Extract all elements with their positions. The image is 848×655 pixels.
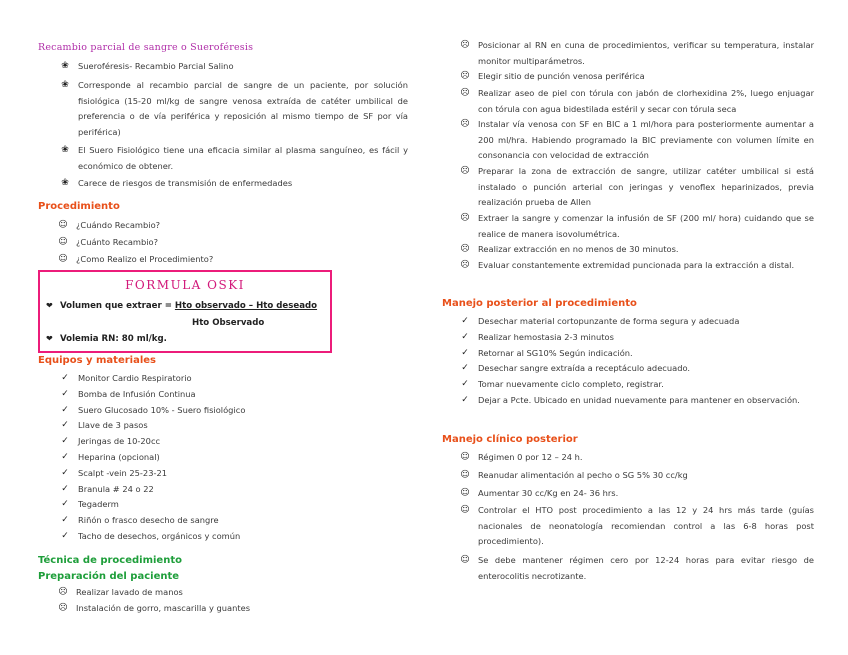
check-icon: ✓ [461, 316, 469, 326]
sad-face-icon: ☹ [460, 119, 470, 129]
list-item: ☹ Realizar lavado de manos [56, 585, 356, 601]
list-item: ❀ Corresponde al recambio parcial de sangre de un paciente, por solución fisiológica (15-20 ml/kg de sangre venosa extraída de catéter umbilical de preferencia o de vía periférica y reposición al mismo tiempo de SF por vía periférica) [58, 78, 408, 140]
list-item: ☺ ¿Como Realizo el Procedimiento? [56, 252, 356, 268]
list-item: ✓ Tacho de desechos, orgánicos y común [58, 529, 388, 545]
list-item: ✓ Realizar hemostasia 2-3 minutos [458, 330, 814, 346]
smiley-icon: ☺ [460, 452, 470, 462]
flower-icon: ❀ [61, 80, 69, 90]
list-item: ☹ Realizar aseo de piel con tórula con jabón de clorhexidina 2%, luego enjuagar con tórula con agua bidestilada estéril y secar con tórula seca [458, 86, 814, 117]
flower-icon: ❀ [61, 145, 69, 155]
check-icon: ✓ [61, 388, 69, 399]
check-icon: ✓ [461, 363, 469, 374]
list-item: ✓ Dejar a Pcte. Ubicado en unidad nuevamente para mantener en observación. [458, 393, 814, 409]
formula-box [38, 270, 332, 353]
sad-face-icon: ☹ [58, 587, 68, 597]
list-item: ✓ Jeringas de 10-20cc [58, 434, 388, 450]
list-item: ☹ Instalar vía venosa con SF en BIC a 1 ml/hora para posteriormente aumentar a 200 ml/hra. Habiendo programado la BIC previamente con volumen límite en consonancia con velocidad de extracción [458, 117, 814, 164]
list-item: ☹ Extraer la sangre y comenzar la infusión de SF (200 ml/ hora) cuidando que se realice de manera isovolumétrica. [458, 211, 814, 242]
flower-icon: ❀ [61, 178, 69, 188]
check-icon: ✓ [61, 420, 69, 431]
list-item: ✓ Desechar sangre extraída a receptáculo adecuado. [458, 361, 814, 377]
smiley-icon: ☺ [460, 505, 470, 515]
section-heading-manejo-clinico: Manejo clínico posterior [442, 434, 578, 445]
list-item: ✓ Tomar nuevamente ciclo completo, registrar. [458, 377, 814, 393]
sad-face-icon: ☹ [460, 71, 470, 81]
list-item: ☺ Aumentar 30 cc/Kg en 24- 36 hrs. [458, 486, 814, 502]
list-item: ✓ Branula # 24 o 22 [58, 482, 388, 498]
sad-face-icon: ☹ [460, 40, 470, 50]
check-icon: ✓ [61, 404, 69, 415]
list-item: ☺ Controlar el HTO post procedimiento a las 12 y 24 hrs más tarde (guías nacionales de neonatología recomiendan control a las 6-8 horas post procedimiento). [458, 503, 814, 550]
flower-icon: ❀ [61, 61, 69, 71]
list-item: ☺ ¿Cuánto Recambio? [56, 235, 356, 251]
sad-face-icon: ☹ [58, 603, 68, 613]
list-item: ✓ Bomba de Infusión Continua [58, 387, 388, 403]
sad-face-icon: ☹ [460, 244, 470, 254]
check-icon: ✓ [61, 436, 69, 447]
heart-icon: ❤ [46, 301, 53, 310]
list-item: ☺ Reanudar alimentación al pecho o SG 5% 30 cc/kg [458, 468, 814, 484]
section-heading-tecnica: Técnica de procedimiento [38, 555, 182, 566]
formula-denominator: Hto Observado [192, 318, 265, 328]
check-icon: ✓ [461, 331, 469, 342]
sad-face-icon: ☹ [460, 260, 470, 270]
smiley-icon: ☺ [460, 555, 470, 565]
list-item: ☹ Realizar extracción en no menos de 30 minutos. [458, 242, 814, 258]
list-item: ✓ Monitor Cardio Respiratorio [58, 371, 388, 387]
smiley-icon: ☺ [58, 237, 68, 247]
check-icon: ✓ [461, 347, 469, 358]
list-item: ☹ Elegir sitio de punción venosa periférica [458, 69, 814, 85]
section-heading-manejo-posterior: Manejo posterior al procedimiento [442, 298, 637, 309]
check-icon: ✓ [61, 467, 69, 478]
formula-line-volemia: ❤ Volemia RN: 80 ml/kg. [46, 334, 167, 344]
smiley-icon: ☺ [460, 470, 470, 480]
check-icon: ✓ [61, 531, 69, 541]
smiley-icon: ☺ [58, 220, 68, 230]
smiley-icon: ☺ [58, 254, 68, 264]
list-item: ❀ Carece de riesgos de transmisión de enfermedades [58, 176, 408, 192]
check-icon: ✓ [461, 395, 469, 405]
check-icon: ✓ [61, 499, 69, 510]
list-item: ✓ Suero Glucosado 10% - Suero fisiológico [58, 403, 388, 419]
heart-icon: ❤ [46, 334, 53, 343]
document-title: Recambio parcial de sangre o Sueroféresis [38, 42, 254, 53]
list-item: ☹ Evaluar constantemente extremidad puncionada para la extracción a distal. [458, 258, 814, 274]
section-heading-procedimiento: Procedimiento [38, 201, 120, 212]
section-heading-equipos: Equipos y materiales [38, 355, 156, 366]
check-icon: ✓ [61, 483, 69, 494]
list-item: ✓ Scalpt -vein 25-23-21 [58, 466, 388, 482]
smiley-icon: ☺ [460, 488, 470, 498]
check-icon: ✓ [61, 373, 69, 383]
sad-face-icon: ☹ [460, 88, 470, 98]
list-item: ☹ Posicionar al RN en cuna de procedimientos, verificar su temperatura, instalar monitor multiparámetros. [458, 38, 814, 69]
section-heading-preparacion: Preparación del paciente [38, 571, 180, 582]
list-item: ❀ El Suero Fisiológico tiene una eficacia similar al plasma sanguíneo, es fácil y económico de obtener. [58, 143, 408, 174]
list-item: ✓ Heparina (opcional) [58, 450, 388, 466]
list-item: ✓ Retornar al SG10% Según indicación. [458, 346, 814, 362]
list-item: ✓ Riñón o frasco desecho de sangre [58, 513, 388, 529]
check-icon: ✓ [61, 452, 69, 462]
formula-line-volume: ❤ Volumen que extraer = Hto observado – Hto deseado [46, 301, 318, 311]
sad-face-icon: ☹ [460, 166, 470, 176]
list-item: ☹ Instalación de gorro, mascarilla y guantes [56, 601, 356, 617]
list-item: ✓ Tegaderm [58, 497, 388, 513]
check-icon: ✓ [461, 379, 469, 390]
list-item: ☺ Se debe mantener régimen cero por 12-24 horas para evitar riesgo de enterocolitis necrotizante. [458, 553, 814, 584]
list-item: ✓ Llave de 3 pasos [58, 418, 388, 434]
list-item: ☺ Régimen 0 por 12 – 24 h. [458, 450, 814, 466]
list-item: ❀ Sueroféresis- Recambio Parcial Salino [58, 59, 408, 75]
check-icon: ✓ [61, 515, 69, 526]
list-item: ☺ ¿Cuándo Recambio? [56, 218, 356, 234]
list-item: ✓ Desechar material cortopunzante de forma segura y adecuada [458, 314, 814, 330]
formula-title: FORMULA OSKI [125, 278, 245, 292]
sad-face-icon: ☹ [460, 213, 470, 223]
list-item: ☹ Preparar la zona de extracción de sangre, utilizar catéter umbilical si está instalado o punción arterial con jeringas y venoflex heparinizados, previa realización prueba de Allen [458, 164, 814, 211]
